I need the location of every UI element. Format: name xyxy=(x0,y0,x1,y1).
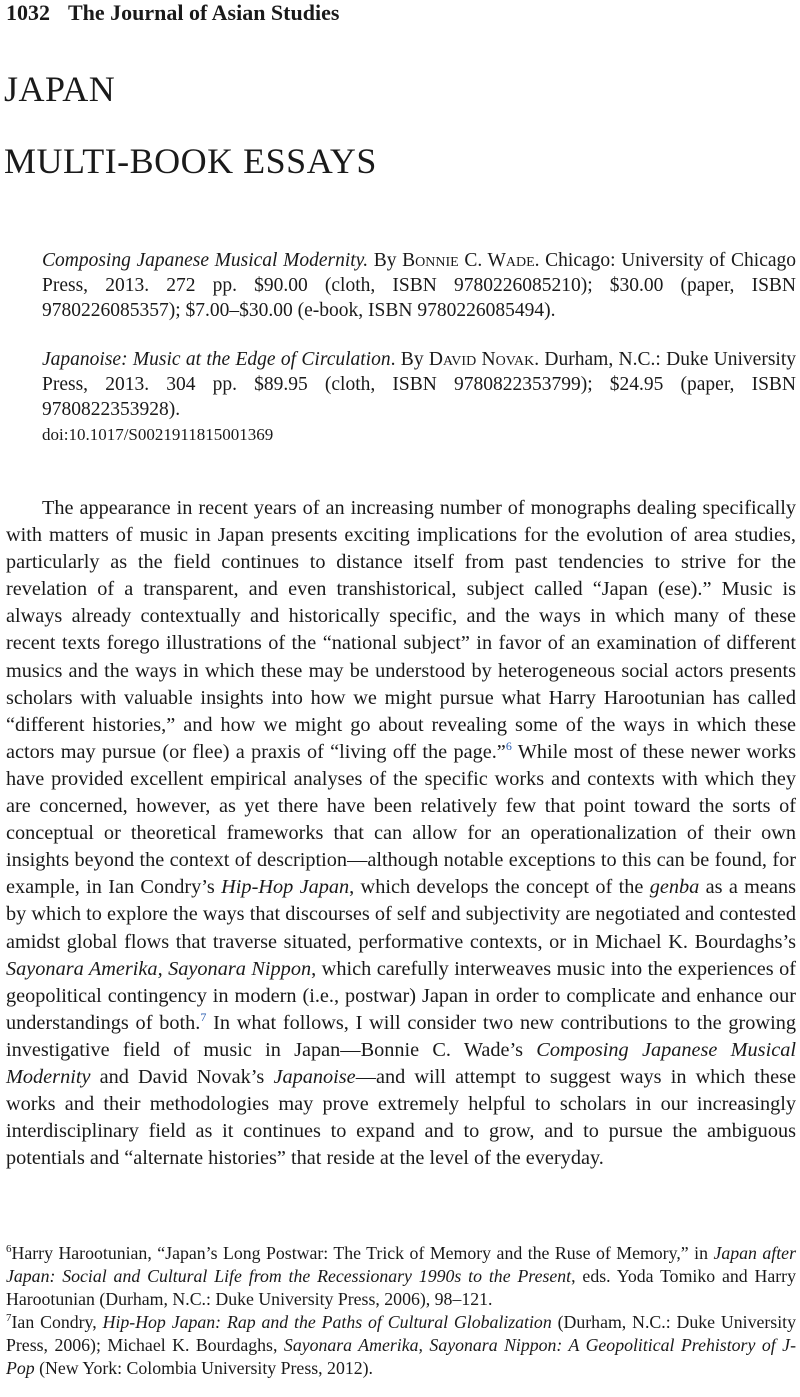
section-category: MULTI-BOOK ESSAYS xyxy=(4,141,377,181)
book-reference-2: Japanoise: Music at the Edge of Circulation. By David Novak. Durham, N.C.: Duke University Press, 2013. 304 pp. $89.95 (cloth, ISBN 9780822353799); $24.95 (paper, ISBN 9780822353928). doi:10.1017/S0021911815001369 xyxy=(42,349,797,444)
footnote-7: $^7$Ian Condry, Hip-Hop Japan: Rap and the Paths of Cultural Globalization (Durham, N.C.: Duke University Press, 2006); Michael K. Bourdaghs, Sayonara Amerika, Sayonara Nippon: A Geopolitical Prehistory of J-Pop (New York: Colombia University Press, 2012). xyxy=(6,1312,796,1378)
footnote-ref-6[interactable]: 6 xyxy=(505,739,512,754)
doi-link[interactable]: doi:10.1017/S0021911815001369 xyxy=(42,425,274,444)
running-header xyxy=(6,0,339,26)
footnotes xyxy=(6,1242,796,1380)
footnote-ref-7[interactable]: 7 xyxy=(200,1010,207,1025)
journal-title: The Journal of Asian Studies xyxy=(68,0,340,25)
essay-body xyxy=(6,495,796,1172)
book-details: . Durham, N.C.: Duke University Press, 2013. 304 pp. $89.95 (cloth, ISBN 9780822353799); $24.95 (paper, ISBN 9780822353928). xyxy=(42,349,797,420)
book-title: Composing Japanese Musical Modernity. xyxy=(42,250,369,271)
book-title: Japanoise: Music at the Edge of Circulation xyxy=(42,349,391,370)
book-details: . Chicago: University of Chicago Press, 2013. 272 pp. $90.00 (cloth, ISBN 9780226085210); $30.00 (paper, ISBN 9780226085357); $7.00–$30.00 (e-book, ISBN 9780226085494). xyxy=(42,250,797,321)
book-author: Bonnie C. Wade xyxy=(402,250,535,271)
body-paragraph: The appearance in recent years of an increasing number of monographs dealing specifically with matters of music in Japan presents exciting implications for the evolution of area studies, particularly as the field continues to distance itself from past tendencies to strive for the revelation of a transparent, and even transhistorical, subject called “Japan (ese).” Music is always already contextually and historically specific, and the ways in which many of these recent texts forego illustrations of the “national subject” in favor of an examination of different musics and the ways in which these may be understood by heterogeneous social actors presents scholars with valuable insights into how we might pursue what Harry Harootunian has called “different histories,” and how we might go about revealing some of the ways in which these actors may pursue (or flee) a praxis of “living off the page.”$^6$ While most of these newer works have provided excellent empirical analyses of the specific works and contexts with which they are concerned, however, as yet there have been relatively few that point toward the sorts of conceptual or theoretical frameworks that can allow for an operationalization of their own insights beyond the context of description—although notable exceptions to this can be found, for example, in Ian Condry’s Hip-Hop Japan, which develops the concept of the genba as a means by which to explore the ways that discourses of self and subjectivity are negotiated and contested amidst global flows that traverse situated, performative contexts, or in Michael K. Bourdaghs’s Sayonara Amerika, Sayonara Nippon, which carefully interweaves music into the experiences of geopolitical contingency in modern (i.e., postwar) Japan in order to complicate and enhance our understandings of both.$^7$ In what follows, I will consider two new contributions to the growing investigative field of music in Japan—Bonnie C. Wade’s Composing Japanese Musical Modernity and David Novak’s Japanoise—and will attempt to suggest ways in which these works and their methodologies may prove extremely helpful to scholars in our increasingly interdisciplinary field as it continues to expand and to grow, and to pursue the ambiguous potentials and “alternate histories” that reside at the level of the everyday. xyxy=(6,497,796,1170)
book-reference-1: Composing Japanese Musical Modernity. By Bonnie C. Wade. Chicago: University of Chicago Press, 2013. 272 pp. $90.00 (cloth, ISBN 9780226085210); $30.00 (paper, ISBN 9780226085357); $7.00–$30.00 (e-book, ISBN 9780226085494). xyxy=(42,250,797,321)
book-author: David Novak xyxy=(428,349,535,370)
section-region: JAPAN xyxy=(4,69,116,109)
footnote-6: $^6$Harry Harootunian, “Japan’s Long Postwar: The Trick of Memory and the Ruse of Memory,” in Japan after Japan: Social and Cultural Life from the Recessionary 1990s to the Present, eds. Yoda Tomiko and Harry Harootunian (Durham, N.C.: Duke University Press, 2006), 98–121. xyxy=(6,1243,796,1309)
page-number: 1032 xyxy=(6,0,50,25)
